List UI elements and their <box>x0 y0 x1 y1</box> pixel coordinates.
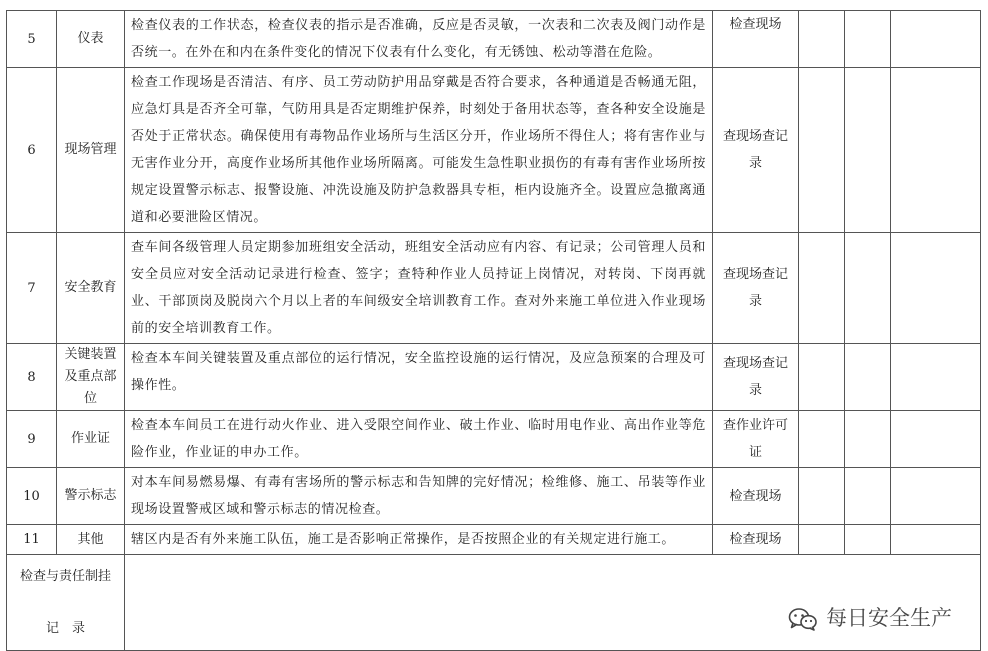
row-item: 现场管理 <box>57 68 125 233</box>
blank-cell <box>891 233 981 344</box>
blank-cell <box>891 525 981 555</box>
row-method: 查现场查记录 <box>713 68 799 233</box>
row-number: 7 <box>7 233 57 344</box>
row-number: 10 <box>7 468 57 525</box>
blank-cell <box>799 411 845 468</box>
row-item: 警示标志 <box>57 468 125 525</box>
row-item: 关键装置及重点部位 <box>57 344 125 411</box>
row-number: 11 <box>7 525 57 555</box>
row-item: 仪表 <box>57 11 125 68</box>
row-method: 查现场查记录 <box>713 233 799 344</box>
row-content: 辖区内是否有外来施工队伍，施工是否影响正常操作，是否按照企业的有关规定进行施工。 <box>125 525 713 555</box>
blank-cell <box>845 68 891 233</box>
blank-cell <box>799 11 845 68</box>
blank-cell <box>891 411 981 468</box>
blank-cell <box>799 344 845 411</box>
blank-cell <box>845 344 891 411</box>
row-content: 检查本车间关键装置及重点部位的运行情况，安全监控设施的运行情况，及应急预案的合理及可操作性。 <box>125 344 713 411</box>
row-content: 对本车间易燃易爆、有毒有害场所的警示标志和告知牌的完好情况；检维修、施工、吊装等作业现场设置警戒区域和警示标志的情况检查。 <box>125 468 713 525</box>
blank-cell <box>799 525 845 555</box>
blank-cell <box>845 411 891 468</box>
blank-cell <box>845 233 891 344</box>
blank-cell <box>845 468 891 525</box>
wechat-logo-icon <box>788 607 818 631</box>
blank-cell <box>799 233 845 344</box>
blank-cell <box>891 468 981 525</box>
footer-label-line2: 记 录 <box>45 620 85 636</box>
table-row <box>7 68 981 233</box>
footer-row <box>7 555 981 651</box>
row-number: 5 <box>7 11 57 68</box>
table-row <box>7 411 981 468</box>
row-content: 检查仪表的工作状态，检查仪表的指示是否准确，反应是否灵敏，一次表和二次表及阀门动作是否统一。在外在和内在条件变化的情况下仪表有什么变化，有无锈蚀、松动等潜在危险。 <box>125 11 713 68</box>
row-method: 检查现场 <box>713 468 799 525</box>
footer-record-area <box>125 555 981 651</box>
inspection-table <box>6 10 981 651</box>
table-row <box>7 344 981 411</box>
row-method: 查现场查记录 <box>713 344 799 411</box>
row-content: 查车间各级管理人员定期参加班组安全活动，班组安全活动应有内容、有记录；公司管理人员和安全员应对安全活动记录进行检查、签字；查特种作业人员持证上岗情况，对转岗、下岗再就业、干部顶岗及脱岗六个月以上者的车间级安全培训教育工作。查对外来施工单位进入作业现场前的安全培训教育工作。 <box>125 233 713 344</box>
row-number: 6 <box>7 68 57 233</box>
table-row <box>7 11 981 68</box>
blank-cell <box>845 525 891 555</box>
footer-label <box>7 555 125 651</box>
row-method: 查作业许可证 <box>713 411 799 468</box>
blank-cell <box>845 11 891 68</box>
blank-cell <box>891 68 981 233</box>
row-content: 检查工作现场是否清洁、有序、员工劳动防护用品穿戴是否符合要求，各种通道是否畅通无阻，应急灯具是否齐全可靠，气防用具是否定期维护保养，时刻处于备用状态等，查各种安全设施是否处于正常状态。确保使用有毒物品作业场所与生活区分开，作业场所不得住人；将有害作业与无害作业分开，高度作业场所其他作业场所隔离。可能发生急性职业损伤的有毒有害作业场所按规定设置警示标志、报警设施、冲洗设施及防护急救器具专柜，柜内设施齐全。设置应急撤离通道和必要泄险区情况。 <box>125 68 713 233</box>
table-row <box>7 525 981 555</box>
row-item: 作业证 <box>57 411 125 468</box>
watermark <box>788 605 952 632</box>
row-number: 9 <box>7 411 57 468</box>
table-row <box>7 468 981 525</box>
blank-cell <box>891 344 981 411</box>
blank-cell <box>799 468 845 525</box>
row-item: 安全教育 <box>57 233 125 344</box>
row-method: 检查现场 <box>713 11 799 68</box>
blank-cell <box>891 11 981 68</box>
row-content: 检查本车间员工在进行动火作业、进入受限空间作业、破土作业、临时用电作业、高出作业等危险作业，作业证的申办工作。 <box>125 411 713 468</box>
table-row <box>7 233 981 344</box>
row-item: 其他 <box>57 525 125 555</box>
footer-label-line1: 检查与责任制挂 <box>19 568 111 584</box>
watermark-text: 每日安全生产 <box>826 606 952 630</box>
blank-cell <box>799 68 845 233</box>
row-number: 8 <box>7 344 57 411</box>
row-method: 检查现场 <box>713 525 799 555</box>
